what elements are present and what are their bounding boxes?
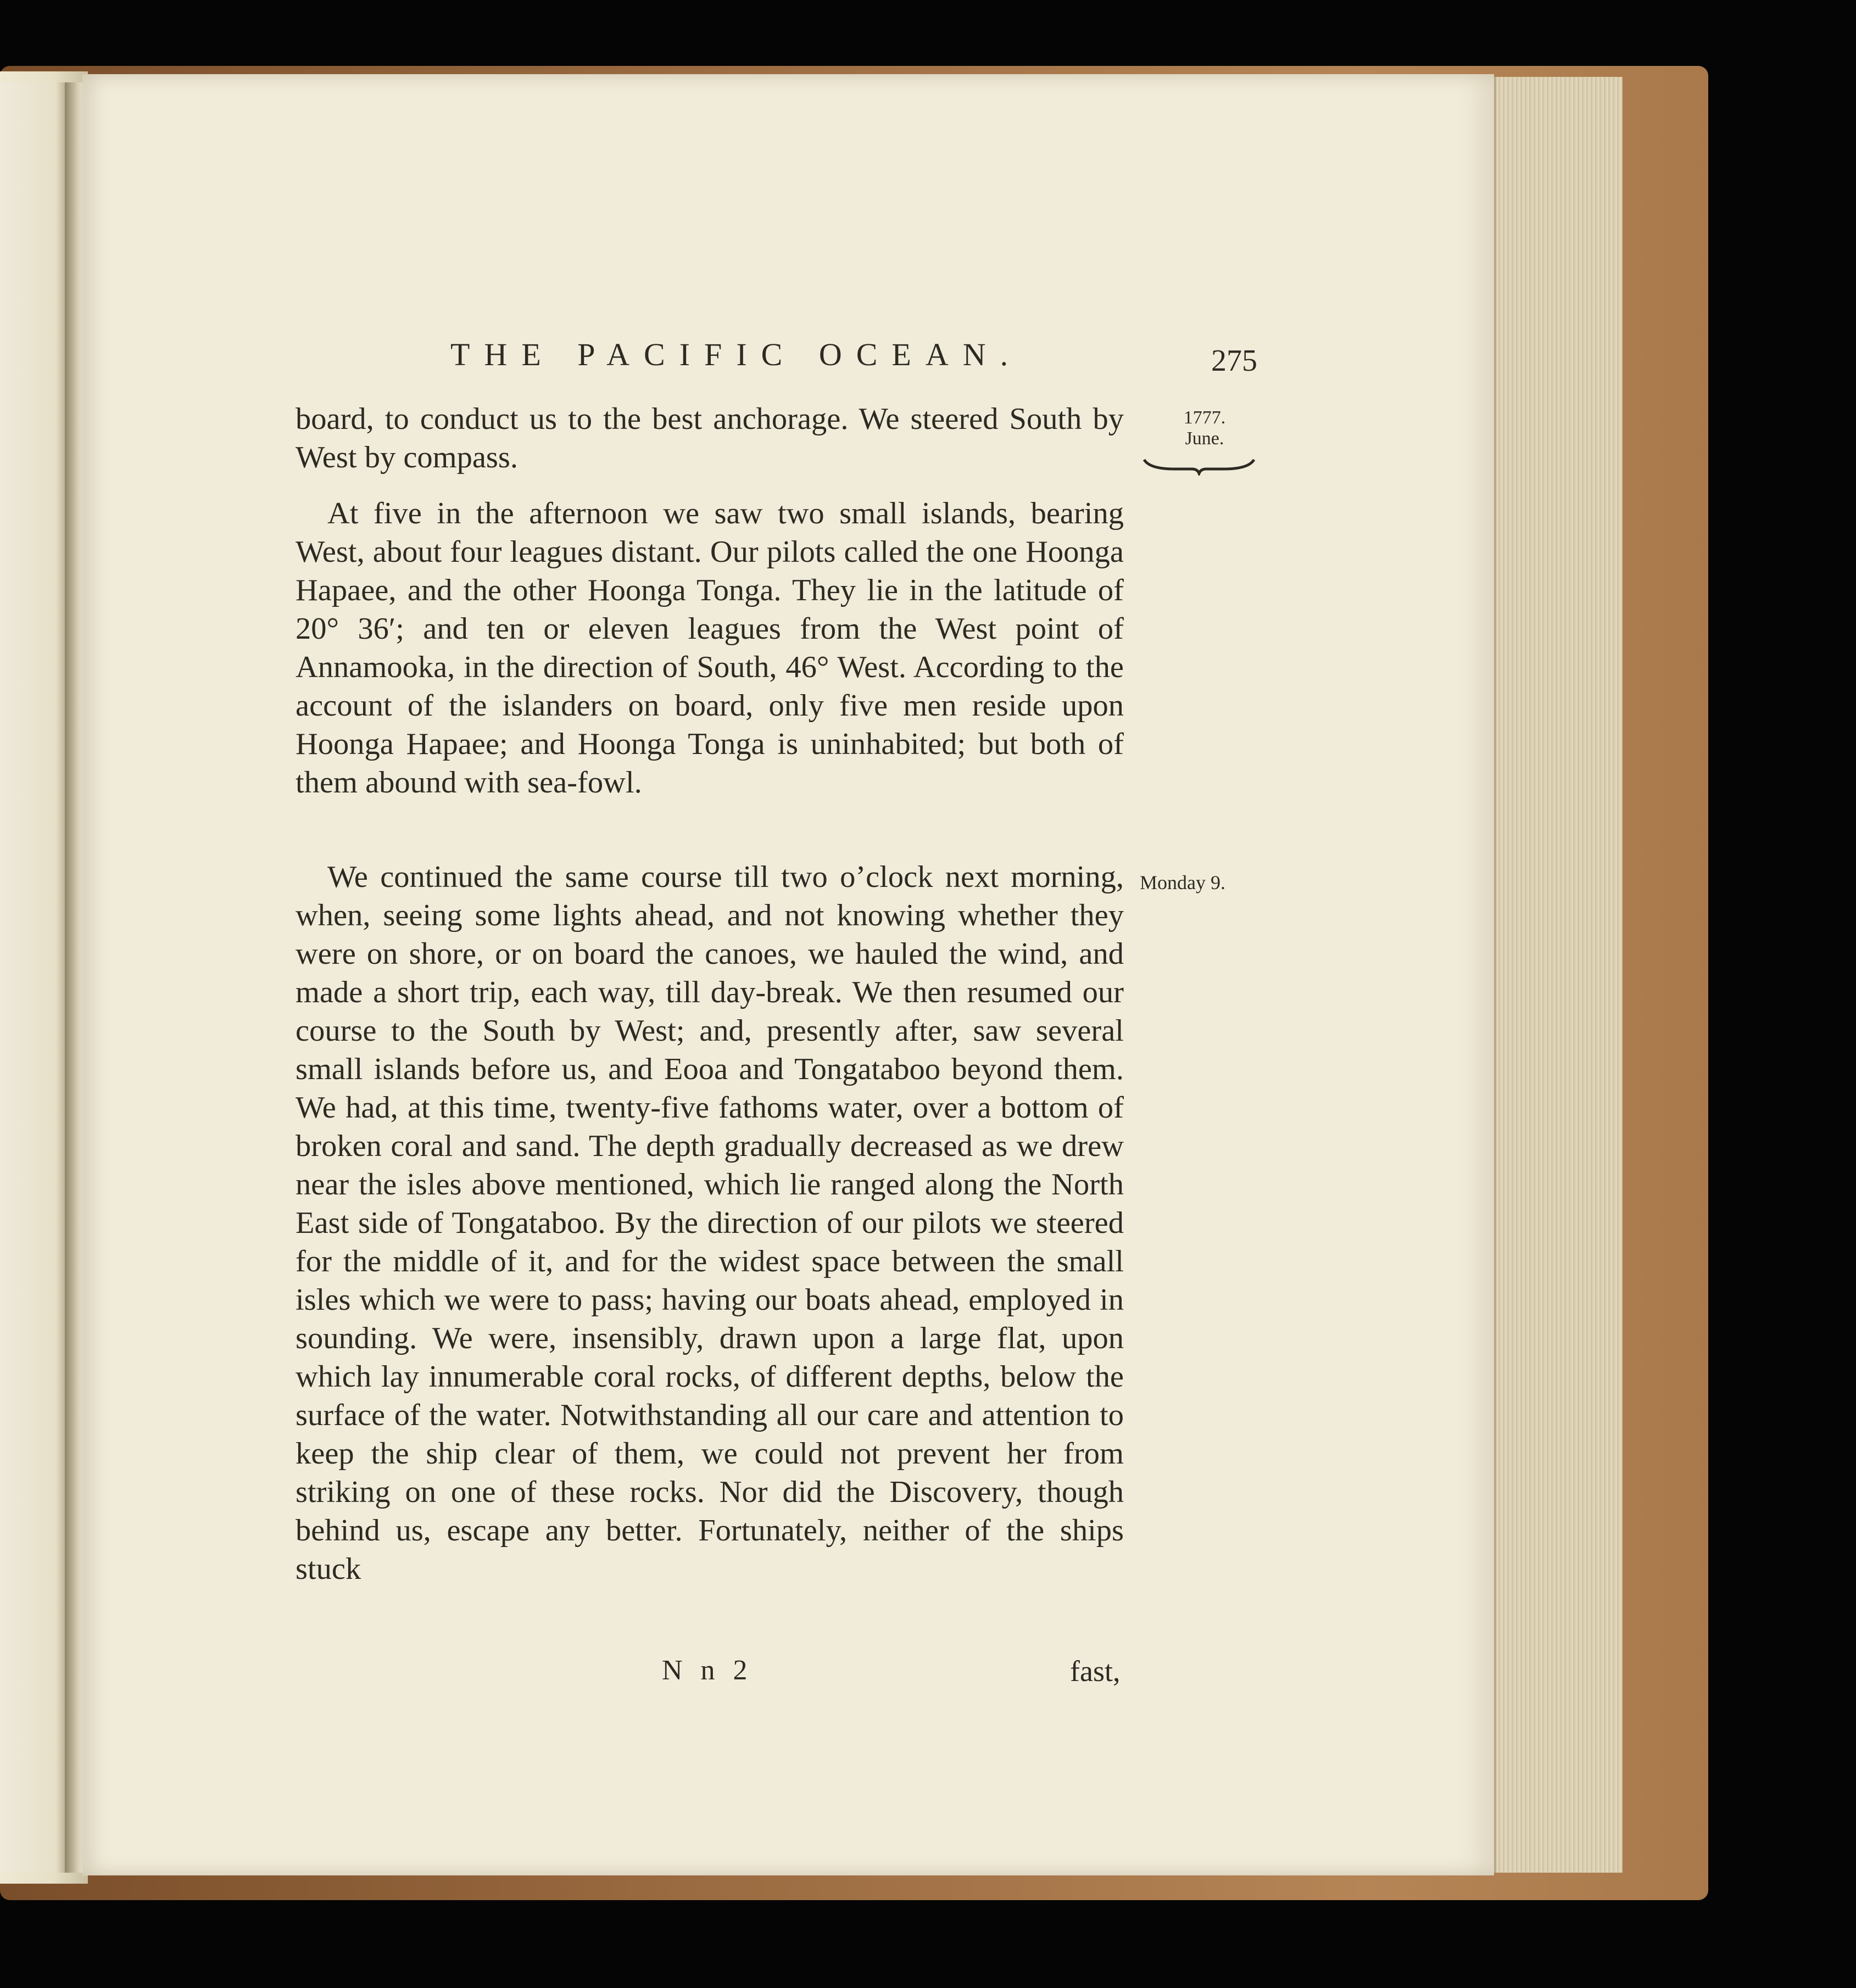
paragraph: At five in the afternoon we saw two small islands, bearing West, about four leagues distant. Our pilots called the one Hoonga Hapaee, and the other Hoonga Tonga. They lie in the latitude of 20° 36′; and ten or eleven leagues from the West point of Annamooka, in the direction of South, 46° West. According to the account of the islanders on board, only five men reside upon Hoonga Hapaee; and Hoonga Tonga is uninhabited; but both of them abound with sea-fowl. [296,496,1124,800]
page-number: 275 [1211,344,1257,378]
paragraph: We continued the same course till two o’clock next morning, when, seeing some lights ahead, and not knowing whether they were on shore, or on board the canoes, we hauled the wind, and made a short trip, each way, till day-break. We then resumed our course to the South by West; and, presently after, saw several small islands before us, and Eooa and Tongataboo beyond them. We had, at this time, twenty-five fathoms water, over a bottom of broken coral and sand. The depth gradually decreased as we drew near the isles above mentioned, which lie ranged along the North East side of Tongataboo. By the direction of our pilots we steered for the middle of it, and for the widest space between the small isles which we were to pass; having our boats ahead, employed in sounding. We were, insensibly, drawn upon a large flat, upon which lay innumerable coral rocks, of different depths, below the surface of the water. Notwithstanding all our care and attention to keep the ship clear of them, we could not prevent her from striking on one of these rocks. Nor did the Discovery, though behind us, escape any better. Fortunately, neither of the ships stuck [296,860,1124,1586]
running-head: THE PACIFIC OCEAN. [450,337,1023,372]
margin-month: June. [1185,428,1224,449]
catchword: fast, [1070,1655,1121,1688]
margin-date-note: Monday 9. [1140,872,1225,894]
printer-signature-mark: N n 2 [662,1655,753,1686]
margin-year-note [1174,407,1235,449]
margin-brace-icon [1141,457,1257,476]
page-edges [1494,77,1623,1873]
paragraph-continuation: board, to conduct us to the best anchorage. We steered South by West by compass. [296,402,1124,474]
margin-year: 1777. [1183,407,1226,428]
left-page-edge [0,82,66,1873]
